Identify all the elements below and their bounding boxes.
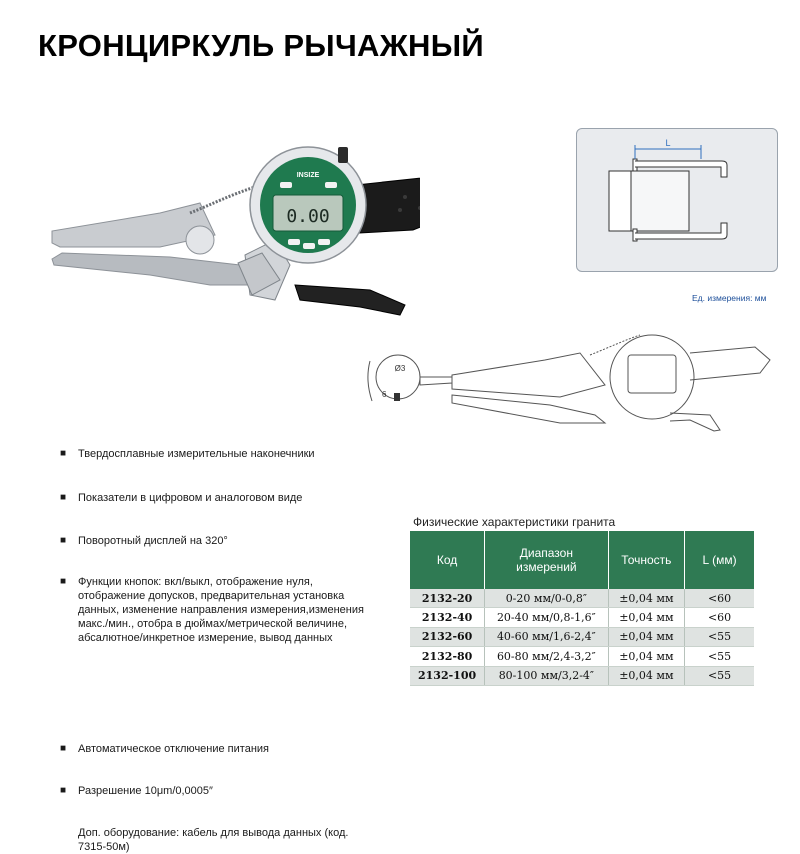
feature-item: ■ Показатели в цифровом и аналоговом виде [60,492,303,504]
brand-logo: INSIZE [296,172,320,179]
feature-item: ■ Твердосплавные измерительные наконечники [60,448,315,460]
table-row [410,647,754,666]
feature-item: ■ Разрешение 10μm/0,0005″ [60,785,213,797]
caliper-sketch [360,325,780,437]
dimension-l-label: L [665,138,671,148]
tip-diameter-label: Ø3 [394,364,406,373]
cell-code: 2132-100 [410,666,485,685]
cell-length: <55 [685,627,754,646]
table-row [410,589,754,608]
feature-item-accessory: Доп. оборудование: кабель для вывода данных (код. 7315-50м) [78,827,349,853]
header-range: Диапазон измерений [485,531,608,589]
cell-accuracy: ±0,04 мм [608,627,685,646]
specs-header-row [410,531,754,589]
feature-item: ■ Функции кнопок: вкл/выкл, отображение нуля, отображение допусков, предварительная установка данных, изменение направления измерения,изменения макс./мин., отобра в дюймах/метрической величине, абсалютное/инкретное измерение, вывод данных [60,576,364,644]
table-row [410,627,754,646]
cell-code: 2132-60 [410,627,485,646]
cell-range: 80-100 мм/3,2-4″ [485,666,608,685]
bullet-icon: ■ [60,576,67,587]
feature-list [58,447,378,853]
bullet-icon: ■ [60,492,67,503]
header-length: L (мм) [685,531,754,589]
bullet-icon: ■ [60,785,67,796]
cell-length: <55 [685,666,754,685]
cell-accuracy: ±0,04 мм [608,666,685,685]
cell-code: 2132-40 [410,608,485,627]
table-row [410,666,754,685]
tip-height-label: 6 [382,390,387,399]
measurement-diagram [576,128,778,272]
cell-length: <60 [685,589,754,608]
bullet-icon: ■ [60,743,67,754]
cell-range: 40-60 мм/1,6-2,4″ [485,627,608,646]
cell-length: <60 [685,608,754,627]
feature-item: ■ Автоматическое отключение питания [60,743,269,755]
table-row [410,608,754,627]
cell-range: 60-80 мм/2,4-3,2″ [485,647,608,666]
cell-code: 2132-20 [410,589,485,608]
specs-table [410,531,754,686]
cell-code: 2132-80 [410,647,485,666]
feature-item: ■ Поворотный дисплей на 320° [60,535,228,547]
cell-length: <55 [685,647,754,666]
header-accuracy: Точность [608,531,685,589]
units-note: Ед. измерения: мм [692,293,767,303]
cell-range: 0-20 мм/0-0,8″ [485,589,608,608]
cell-range: 20-40 мм/0,8-1,6″ [485,608,608,627]
cell-accuracy: ±0,04 мм [608,589,685,608]
cell-accuracy: ±0,04 мм [608,647,685,666]
bullet-icon: ■ [60,448,67,459]
bullet-icon: ■ [60,535,67,546]
header-code: Код [410,531,485,589]
cell-accuracy: ±0,04 мм [608,608,685,627]
page-title: КРОНЦИРКУЛЬ РЫЧАЖНЫЙ [38,28,484,63]
caliper-photo [40,135,420,335]
specs-caption: Физические характеристики гранита [413,515,616,529]
display-reading: 0.00 [286,206,330,227]
